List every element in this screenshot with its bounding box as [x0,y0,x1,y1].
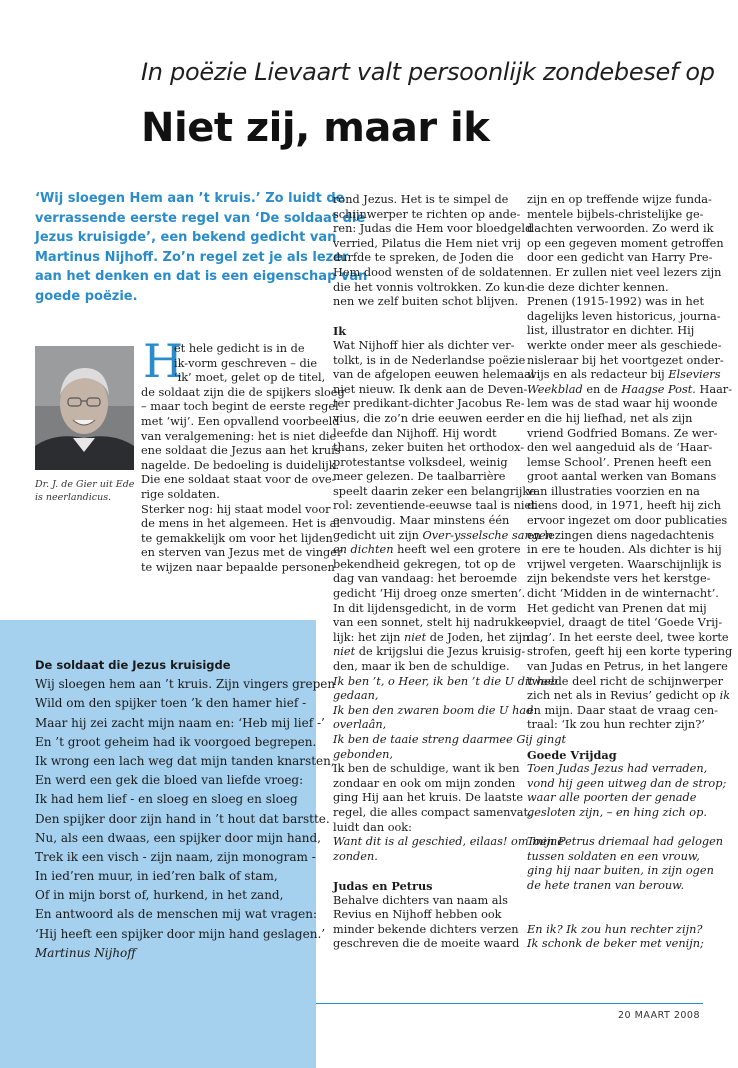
text-line: durfde te spreken, de Joden die [333,251,514,265]
text-line: schijnwerper te richten op ande- [333,207,521,221]
text-line: vrijwel vergeten. Waarschijnlijk is [527,557,722,571]
text-line: rige soldaten. [141,487,220,501]
column-1 [141,342,345,576]
footer-date: 20 MAART 2008 [618,1010,700,1021]
poem-line: vond hij geen uitweg dan de strop; [527,776,727,790]
text-line: Revius en Nijhoff hebben ook [333,908,502,922]
text-line: Sterker nog: hij staat model voor [141,502,331,516]
quote-line: Ik ben ’t, o Heer, ik ben ’t die U dit heb [333,674,558,688]
quote-line: Ik ben de taaie streng daarmee Gij gingt [333,732,567,746]
poem-line: de hete tranen van berouw. [527,878,685,892]
text-span: lijk: het zijn [333,630,401,644]
text-line: dag van vandaag: het beroemde [333,572,518,586]
text-line: zijn bekendste vers het kerstge- [527,572,711,586]
text-line: gedicht ‘Hij droeg onze smerten’. [333,587,526,601]
text-span: zich net als in Revius’ gedicht op [527,689,717,703]
poem-title: De soldaat die Jezus kruisigde [35,658,231,672]
poem-line: Ik wrong een lach weg dat mijn tanden knarsten, [35,753,335,768]
italic-title: Over-ysselsche sangen [422,528,553,542]
text-span: wijs en als redacteur bij [527,368,665,382]
text-line: nen. Er zullen niet veel lezers zijn [527,265,722,279]
text-line: luidt dan ook: [333,820,412,834]
poem-line: ‘Hij heeft een spijker door mijn hand geslagen.’ [35,926,326,941]
text-line: In dit lijdensgedicht, in de vorm [333,601,517,615]
text-line: strofen, geeft hij een korte typering [527,645,733,659]
headline: Niet zij, maar ik [141,105,490,151]
text-line: geschreven die de moeite waard [333,937,520,951]
lead-paragraph [35,189,368,306]
poem-line: En antwoord als de menschen mij wat vragen: [35,907,318,922]
poem-line: Ik schonk de beker met venijn; [527,937,704,951]
quote-line: Ik ben den zwaren boom die U had [333,703,534,717]
text-span: Haar- [699,382,733,396]
text-line: ging Hij aan het kruis. De laatste [333,791,524,805]
text-line: ter predikant-dichter Jacobus Re- [333,397,525,411]
text-line: die deze dichter kennen. [527,280,669,294]
text-line: door een gedicht van Harry Pre- [527,251,713,265]
text-line: list, illustrator en dichter. Hij [527,324,695,338]
text-line: mentele bijbels-christelijke ge- [527,207,704,221]
text-span: heeft wel een grotere [397,543,521,557]
poem-line: gesloten zijn, – en hing zich op. [527,805,707,819]
poem-line: Ik had hem lief - en sloeg en sloeg en sloeg [35,792,298,807]
text-line: den, maar ik ben de schuldige. [333,660,510,673]
section-heading: Goede Vrijdag [527,747,617,762]
poem-line: En ik? Ik zou hun rechter zijn? [527,922,703,936]
drop-cap: H [143,334,184,388]
text-line: in ere te houden. Als dichter is hij [527,543,722,557]
text-line: opviel, draagt de titel ‘Goede Vrij- [527,616,723,630]
poem [35,656,335,963]
text-line: ervoor ingezet om door publicaties [527,514,728,528]
text-line: – maar toch begint de eerste regel [141,400,339,414]
text-line: Ik ben de schuldige, want ik ben [333,762,520,776]
text-line: et hele gedicht is in de [174,342,305,355]
text-span: de krijgslui die Jezus kruisig- [358,645,526,659]
poem-line: Den spijker door zijn hand in ’t hout dat barstte. [35,811,330,826]
text-line: en lezingen diens nagedachtenis [527,528,715,542]
text-line: dag’. In het eerste deel, twee korte [527,630,729,644]
text-line: protestantse volksdeel, weinig [333,455,508,469]
text-line [527,689,732,704]
poem-line: tussen soldaten en een vrouw, [527,849,700,863]
text-line: Hem dood wensten of de soldaten [333,265,528,279]
text-line: en die hij liefhad, net als zijn [527,411,693,425]
text-line: van een sonnet, stelt hij nadrukke- [333,616,532,630]
poem-line: Toen Judas Jezus had verraden, [527,762,708,776]
text-span: de Joden, het zijn [429,630,530,644]
poem-line: Of in mijn borst of, hurkend, in het zand, [35,888,284,903]
text-line: rond Jezus. Het is te simpel de [333,193,509,206]
text-line: rol: zeventiende-eeuwse taal is niet [333,499,536,513]
italic-title: Weekblad [527,382,583,396]
poem-line: ging hij naar buiten, in zijn ogen [527,864,714,878]
poem-line: Nu, als een dwaas, een spijker door mijn hand, [35,830,321,845]
text-line: regel, die alles compact samenvat, [333,805,532,819]
text-line: ene soldaat die Jezus aan het kruis [141,444,341,458]
lead-line: verrassende eerste regel van ‘De soldaat die [35,210,366,226]
text-line: en sterven van Jezus met de vinger [141,546,343,560]
text-line: te wijzen naar bepaalde personen [141,560,335,574]
text-line [527,383,732,398]
quote-line: Want dit is al geschied, eilaas! om mijne [333,835,564,849]
footer-rule [316,1003,703,1004]
text-line: groot aantal werken van Bomans [527,470,717,484]
section-heading: Judas en Petrus [333,878,433,893]
text-line: vriend Godfried Bomans. Ze wer- [527,426,718,440]
author-photo [35,346,134,470]
text-line: die het vonnis voltrokken. Zo kun- [333,280,529,294]
italic-title: Haagse Post. [621,382,696,396]
poem-line: waar alle poorten der genade [527,791,697,805]
section-heading: Ik [333,324,347,339]
poem-line: Trek ik een visch - zijn naam, zijn monogram - [35,849,316,864]
text-line: zondaar en ook om mijn zonden [333,776,516,790]
text-line: dachten verwoorden. Zo werd ik [527,222,714,236]
text-line: nisleraar bij het voortgezet onder- [527,353,724,367]
text-line: ‘ik’ moet, gelet op de titel, [174,371,326,385]
text-line: Wat Nijhoff hier als dichter ver- [333,338,515,352]
text-line: van Judas en Petrus, in het langere [527,660,728,673]
italic-word: niet [404,630,427,644]
text-line: thans, zeker buiten het orthodox- [333,441,525,455]
poem-line: Wij sloegen hem aan ’t kruis. Zijn vingers grepen [35,677,336,692]
poem-line: En ’t groot geheim had ik voorgoed begrepen. [35,734,317,749]
text-line: van de afgelopen eeuwen helemaal [333,368,535,382]
poem-line: In ied’ren muur, in ied’ren balk of stam, [35,869,278,884]
kicker: In poëzie Lievaart valt persoonlijk zondebesef op [141,58,715,86]
lead-line: aan het denken en dat is een eigenschap van [35,269,368,284]
text-line: de soldaat zijn die de spijkers sloeg [141,385,345,399]
text-span: en de [586,382,618,396]
text-line: nagelde. De bedoeling is duidelijk. [141,458,340,472]
text-line: niet nieuw. Ik denk aan de Deven- [333,382,528,396]
italic-title: en dichten [333,543,394,557]
quote-line: gebonden, [333,747,394,761]
poem-line: Wild om den spijker toen ’k den hamer hief - [35,696,307,711]
text-line: Die ene soldaat staat voor de ove- [141,473,336,487]
text-line: dicht ‘Midden in de winternacht’. [527,587,719,601]
text-line: op een gegeven moment getroffen [527,236,724,250]
lead-line: goede poëzie. [35,288,138,304]
text-line: vius, die zo’n drie eeuwen eerder [333,411,525,425]
poem-line: En werd een gek die bloed van liefde vroeg: [35,773,304,788]
text-line: van illustraties voorzien en na [527,484,700,498]
text-line: te gemakkelijk om voor het lijden [141,531,333,545]
text-line: met ‘wij’. Een opvallend voorbeeld [141,414,340,428]
poem-line: Maar hij zei zacht mijn naam en: ‘Heb mij lief -’ [35,715,325,730]
text-line: leefde dan Nijhoff. Hij wordt [333,426,497,440]
text-line: diens dood, in 1971, heeft hij zich [527,499,721,513]
portrait-image [35,346,134,470]
photo-caption [35,478,134,504]
text-line: van veralgemening: het is niet die [141,429,337,443]
quote-line: gedaan, [333,689,379,703]
text-line: Prenen (1915-1992) was in het [527,295,705,309]
text-line: bekendheid gekregen, tot op de [333,557,516,571]
lead-line: ‘Wij sloegen Hem aan ’t kruis.’ Zo luidt de [35,191,345,206]
lead-line: Martinus Nijhoff. Zo’n regel zet je als lezer [35,249,349,265]
quote-line: zonden. [333,849,378,863]
text-line: den wel aangeduid als de ‘Haar- [527,441,713,455]
italic-word: niet [333,645,356,659]
caption-line: is neerlandicus. [35,492,112,503]
text-line: ren: Judas die Hem voor bloedgeld [333,222,533,236]
text-line: traal: ‘Ik zou hun rechter zijn?’ [527,718,705,732]
text-span: gedicht uit zijn [333,528,419,542]
text-line: ik-vorm geschreven – die [174,356,318,370]
text-line: en mijn. Daar staat de vraag cen- [527,703,718,717]
text-line: tweede deel richt de schijnwerper [527,674,724,688]
text-line: meer gelezen. De taalbarrière [333,470,506,484]
quote-line: overlaân, [333,718,387,732]
text-line [527,368,732,383]
poem-line: Toen Petrus driemaal had gelogen [527,835,724,849]
text-line: de mens in het algemeen. Het is al [141,517,340,531]
italic-title: Elseviers [668,368,721,382]
column-3 [527,193,732,952]
text-line: eenvoudig. Maar minstens één [333,514,510,528]
text-line: werkte onder meer als geschiede- [527,338,722,352]
italic-word: ik [719,689,731,703]
text-line: Het gedicht van Prenen dat mij [527,601,707,615]
lead-line: Jezus kruisigde’, een bekend gedicht van [35,230,337,245]
text-line: minder bekende dichters verzen [333,922,519,936]
text-line: lem was de stad waar hij woonde [527,397,718,411]
text-line: verried, Pilatus die Hem niet vrij [333,236,521,250]
text-line: zijn en op treffende wijze funda- [527,193,712,206]
caption-line: Dr. J. de Gier uit Ede [35,479,135,490]
text-line: Behalve dichters van naam als [333,893,508,907]
text-line: speelt daarin zeker een belangrijke [333,484,536,498]
text-line: tolkt, is in de Nederlandse poëzie [333,353,526,367]
poem-author: Martinus Nijhoff [35,945,136,960]
text-line: lemse School’. Prenen heeft een [527,455,712,469]
text-line: dagelijks leven historicus, journa- [527,309,721,323]
text-line: nen we zelf buiten schot blijven. [333,295,519,309]
